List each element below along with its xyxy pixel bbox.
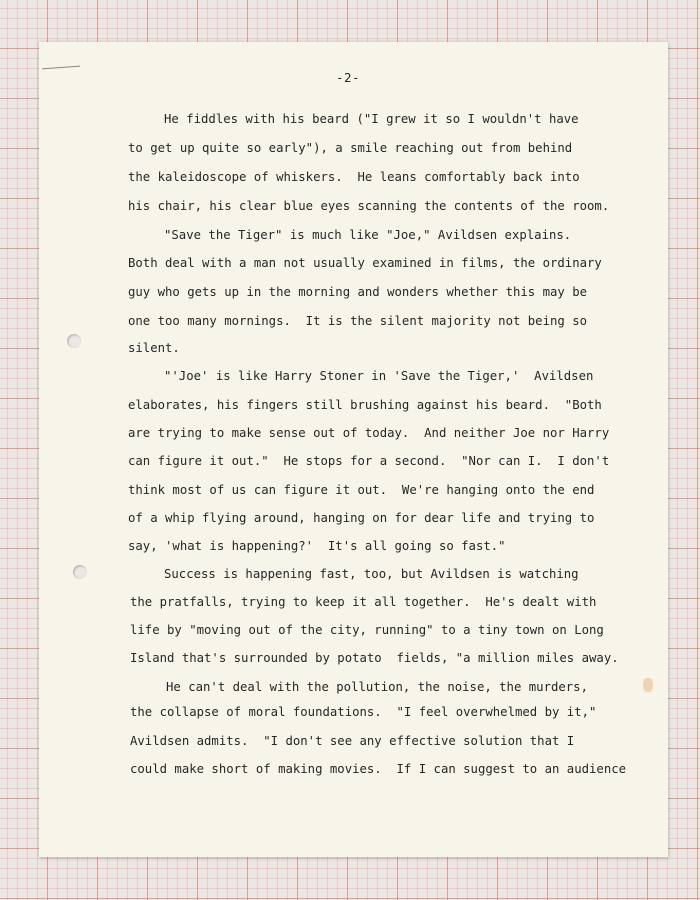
page-number: -2- [336, 70, 361, 85]
text-line: Both deal with a man not usually examined in films, the ordinary [128, 256, 602, 270]
text-line: his chair, his clear blue eyes scanning the contents of the room. [128, 199, 610, 213]
paper-stain [643, 678, 653, 692]
text-line: the pratfalls, trying to keep it all together. He's dealt with [130, 595, 597, 609]
text-line: elaborates, his fingers still brushing against his beard. "Both [128, 398, 602, 412]
document-page [39, 42, 668, 857]
text-line: the collapse of moral foundations. "I feel overwhelmed by it," [130, 705, 597, 719]
text-line: silent. [128, 341, 180, 355]
text-line: think most of us can figure it out. We're hanging onto the end [128, 483, 595, 497]
text-line: the kaleidoscope of whiskers. He leans comfortably back into [128, 170, 580, 184]
text-line: "'Joe' is like Harry Stoner in 'Save the Tiger,' Avildsen [164, 369, 594, 383]
pencil-mark [42, 66, 80, 70]
text-line: Island that's surrounded by potato fields, "a million miles away. [130, 651, 619, 665]
text-line: life by "moving out of the city, running" to a tiny town on Long [130, 623, 604, 637]
text-line: Success is happening fast, too, but Avildsen is watching [164, 567, 579, 581]
text-line: He fiddles with his beard ("I grew it so I wouldn't have [164, 112, 579, 126]
text-line: He can't deal with the pollution, the noise, the murders, [166, 680, 588, 694]
punch-hole [73, 565, 87, 579]
text-line: of a whip flying around, hanging on for dear life and trying to [128, 511, 595, 525]
text-line: one too many mornings. It is the silent majority not being so [128, 314, 588, 328]
text-line: "Save the Tiger" is much like "Joe," Avildsen explains. [164, 228, 572, 242]
text-line: are trying to make sense out of today. And neither Joe nor Harry [128, 426, 610, 440]
text-line: to get up quite so early"), a smile reaching out from behind [128, 141, 573, 155]
text-line: say, 'what is happening?' It's all going so fast." [128, 539, 506, 553]
text-line: could make short of making movies. If I can suggest to an audience [130, 762, 627, 776]
text-line: guy who gets up in the morning and wonders whether this may be [128, 285, 588, 299]
text-line: Avildsen admits. "I don't see any effective solution that I [130, 734, 575, 748]
text-line: can figure it out." He stops for a second. "Nor can I. I don't [128, 454, 610, 468]
punch-hole [67, 334, 81, 348]
